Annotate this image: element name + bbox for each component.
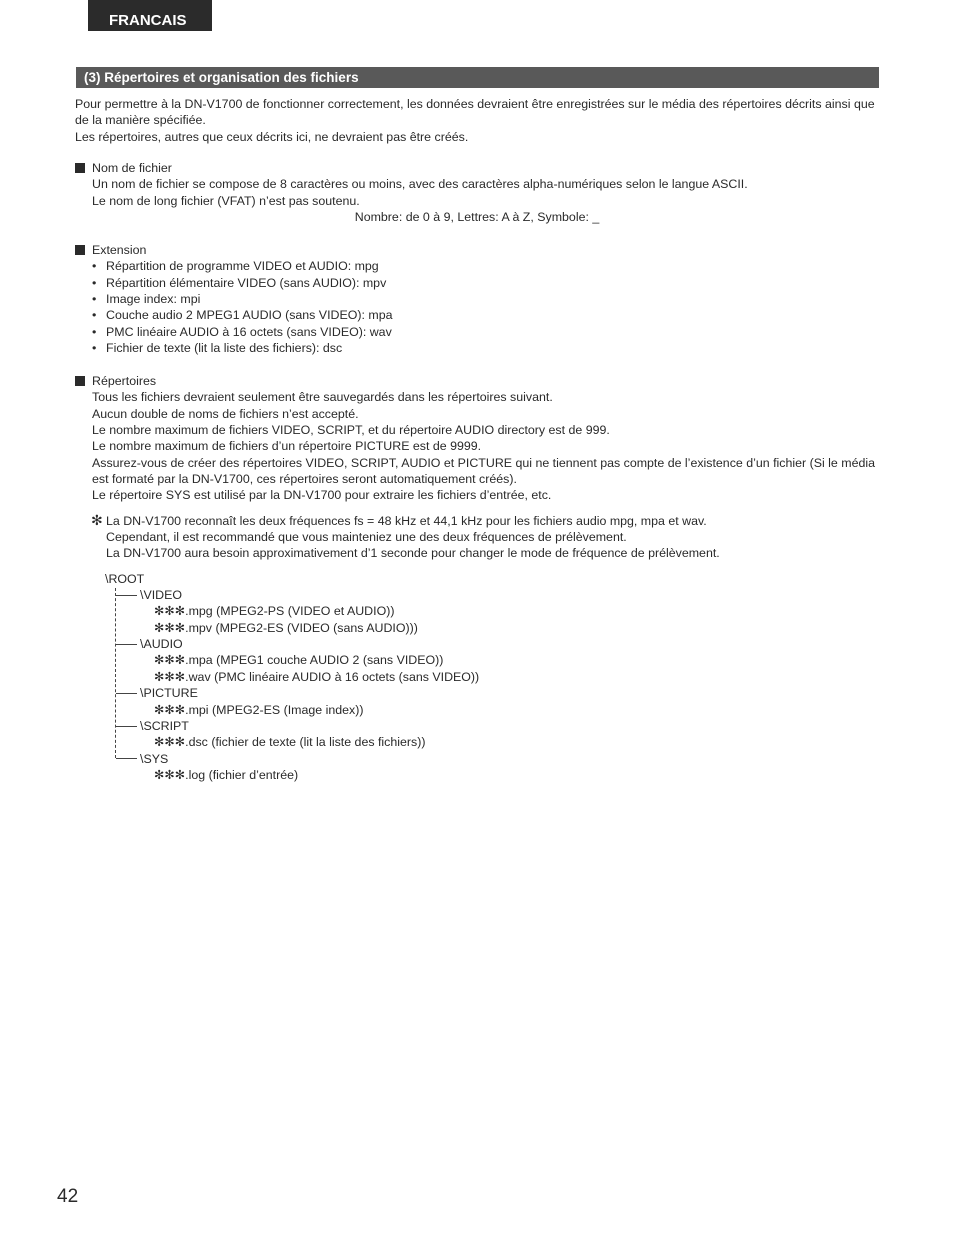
extension-item (92, 307, 392, 323)
extension-item-text: Répartition de programme VIDEO et AUDIO: mpg (106, 259, 379, 273)
directories-line: Le nombre maximum de fichiers d’un répertoire PICTURE est de 9999. (92, 439, 482, 453)
directories-line: Le répertoire SYS est utilisé par la DN-V1700 pour extraire les fichiers d’entrée, etc. (92, 488, 552, 502)
extension-item-text: Fichier de texte (lit la liste des fichiers): dsc (106, 341, 343, 355)
tree-file-text: .mpv (MPEG2-ES (VIDEO (sans AUDIO))) (185, 621, 418, 635)
tree-folder-audio: \AUDIO (140, 637, 183, 651)
directories-line: Tous les fichiers devraient seulement être sauvegardés dans les répertoires suivant. (92, 390, 553, 404)
filename-allowed-chars: Nombre: de 0 à 9, Lettres: A à Z, Symbole: _ (354, 210, 600, 224)
bullet-dot-icon: • (92, 292, 97, 306)
bullet-dot-icon: • (92, 341, 97, 355)
tree-file (154, 702, 364, 718)
tree-file-stars: ✻✻✻ (154, 621, 186, 635)
language-tab: FRANCAIS (88, 0, 212, 31)
extension-item (92, 258, 379, 274)
filename-heading-text: Nom de fichier (92, 161, 172, 175)
tree-file-stars: ✻✻✻ (154, 703, 186, 717)
extension-item-text: Répartition élémentaire VIDEO (sans AUDIO): mpv (106, 276, 387, 290)
tree-file-text: .dsc (fichier de texte (lit la liste des fichiers)) (185, 735, 426, 749)
bullet-dot-icon: • (92, 308, 97, 322)
tree-file (154, 652, 443, 668)
tree-folder-sys: \SYS (140, 752, 169, 766)
tree-branch-line (116, 758, 137, 759)
tree-file (154, 767, 298, 783)
filename-heading (75, 160, 172, 176)
tree-root: \ROOT (105, 572, 145, 586)
tree-file-stars: ✻✻✻ (154, 768, 186, 782)
note-line: Cependant, il est recommandé que vous mainteniez une des deux fréquences de prélèvement. (106, 530, 627, 544)
intro-paragraph (75, 96, 885, 145)
tree-folder-video: \VIDEO (140, 588, 182, 602)
tree-file-stars: ✻✻✻ (154, 653, 186, 667)
tree-folder-picture: \PICTURE (140, 686, 198, 700)
intro-line: Les répertoires, autres que ceux décrits ici, ne devraient pas être créés. (75, 129, 469, 144)
directories-long-paragraph (92, 455, 884, 488)
tree-trunk-line (115, 588, 116, 758)
tree-file-text: .wav (PMC linéaire AUDIO à 16 octets (sans VIDEO)) (185, 670, 480, 684)
tree-file (154, 603, 394, 619)
note-line: La DN-V1700 aura besoin approximativement d’1 seconde pour changer le mode de fréquence de prélèvement. (106, 546, 720, 560)
tree-branch-line (116, 693, 137, 694)
square-bullet-icon (75, 163, 85, 173)
note-line: La DN-V1700 reconnaît les deux fréquences fs = 48 kHz et 44,1 kHz pour les fichiers audio mpg, mpa et wav. (106, 514, 707, 528)
tree-file-stars: ✻✻✻ (154, 604, 186, 618)
extension-heading (75, 242, 146, 258)
directories-heading-text: Répertoires (92, 374, 157, 388)
tree-file (154, 734, 425, 750)
bullet-dot-icon: • (92, 276, 97, 290)
intro-line: Pour permettre à la DN-V1700 de fonctionner correctement, les données devraient être enregistrées sur le média des répertoires décrits ainsi que de la manière spécifiée. (75, 97, 875, 128)
bullet-dot-icon: • (92, 325, 97, 339)
asterisk-note-icon: ✻ (91, 512, 103, 528)
bullet-dot-icon: • (92, 259, 97, 273)
directories-line: Aucun double de noms de fichiers n’est accepté. (92, 407, 359, 421)
tree-branch-line (116, 726, 137, 727)
tree-file-text: .mpg (MPEG2-PS (VIDEO et AUDIO)) (185, 604, 395, 618)
filename-line: Un nom de fichier se compose de 8 caractères ou moins, avec des caractères alpha-numériques selon le langue ASCII. (92, 177, 748, 191)
directories-long-text: Assurez-vous de créer des répertoires VIDEO, SCRIPT, AUDIO et PICTURE qui ne tiennent pas compte de l’existence d’un fichier (Si le média est formaté par la DN-V1700, ces répertoires seront automatiquement créés). (92, 456, 876, 487)
tree-branch-line (116, 644, 137, 645)
extension-item-text: PMC linéaire AUDIO à 16 octets (sans VIDEO): wav (106, 325, 392, 339)
extension-item (92, 275, 386, 291)
tree-file-text: .mpa (MPEG1 couche AUDIO 2 (sans VIDEO)) (185, 653, 444, 667)
tree-file-stars: ✻✻✻ (154, 735, 186, 749)
tree-branch-line (116, 595, 137, 596)
extension-item (92, 340, 342, 356)
directories-line: Le nombre maximum de fichiers VIDEO, SCRIPT, et du répertoire AUDIO directory est de 999. (92, 423, 610, 437)
extension-item (92, 324, 392, 340)
tree-file (154, 669, 479, 685)
section-title: (3) Répertoires et organisation des fichiers (76, 67, 879, 88)
extension-heading-text: Extension (92, 243, 147, 257)
extension-item (92, 291, 200, 307)
square-bullet-icon (75, 245, 85, 255)
extension-item-text: Image index: mpi (106, 292, 201, 306)
tree-file-text: .mpi (MPEG2-ES (Image index)) (185, 703, 364, 717)
tree-folder-script: \SCRIPT (140, 719, 189, 733)
extension-item-text: Couche audio 2 MPEG1 AUDIO (sans VIDEO): mpa (106, 308, 393, 322)
filename-line: Le nom de long fichier (VFAT) n’est pas soutenu. (92, 194, 360, 208)
tree-file-stars: ✻✻✻ (154, 670, 186, 684)
tree-file-text: .log (fichier d’entrée) (185, 768, 299, 782)
page-number: 42 (57, 1186, 79, 1207)
square-bullet-icon (75, 376, 85, 386)
tree-file (154, 620, 418, 636)
directories-heading (75, 373, 156, 389)
